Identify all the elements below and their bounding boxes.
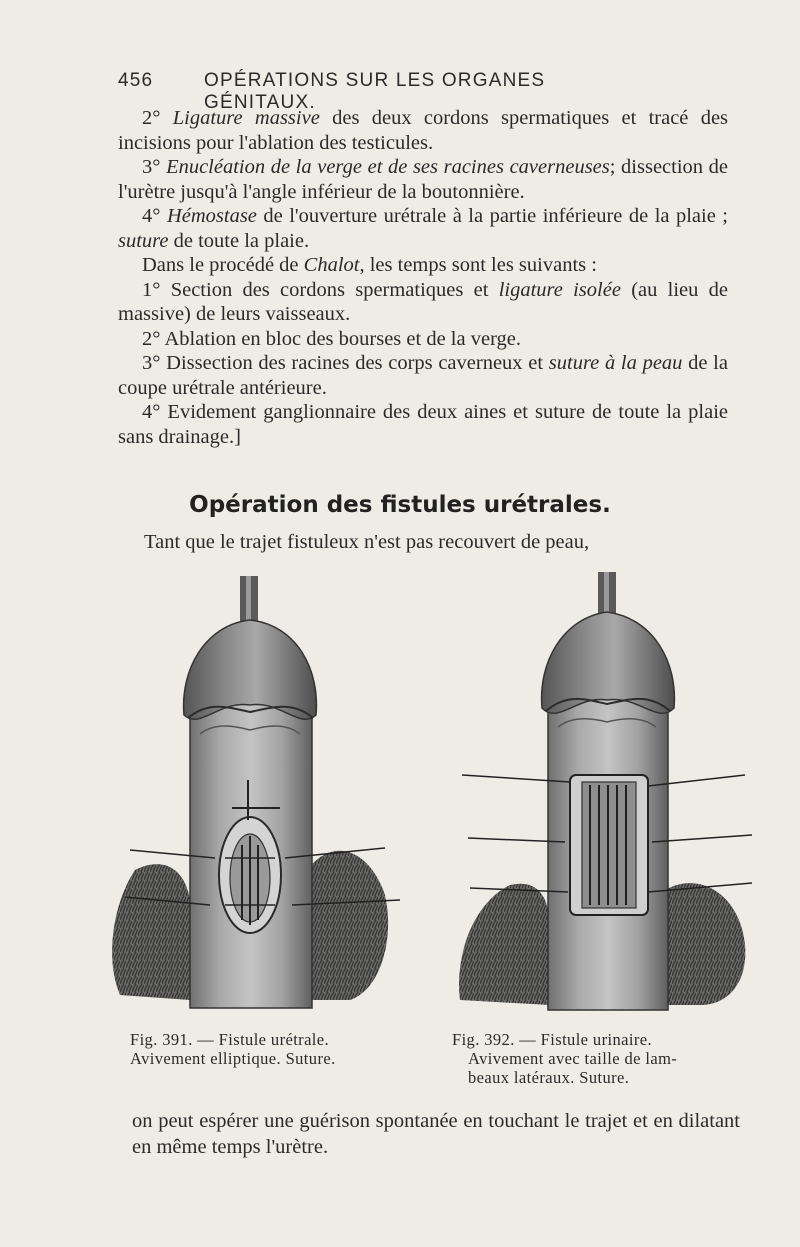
- caption-line: Avivement avec taille de lam-: [468, 1049, 678, 1068]
- caption-line: Avivement elliptique. Suture.: [130, 1049, 336, 1068]
- italic-segment: suture à la peau: [548, 352, 683, 374]
- text-segment: 1° Section des cordons spermatiques et: [142, 278, 499, 301]
- tail-text: on peut espérer une guérison spontanée en touchant le trajet et en dilatant en même temps l'urètre.: [132, 1110, 740, 1158]
- italic-segment: ligature isolée: [498, 278, 621, 301]
- caption-line: Fig. 392. — Fistule urinaire.: [452, 1030, 652, 1049]
- italic-segment: Ligature massive: [172, 107, 320, 129]
- text-segment: 3°: [142, 156, 167, 178]
- page-number: 456: [118, 70, 154, 91]
- italic-segment: Enucléation de la verge et de ses racines caverneuses: [166, 156, 610, 178]
- caption-line: beaux latéraux. Suture.: [468, 1068, 630, 1087]
- text-segment: 2° Ablation en bloc des bourses et de la verge.: [142, 327, 521, 350]
- text-segment: de toute la plaie.: [168, 229, 310, 252]
- text-segment: 4°: [142, 205, 167, 227]
- figure-392-caption: [452, 1030, 677, 1087]
- italic-segment: Chalot: [303, 254, 360, 276]
- figure-391-drawing: [112, 576, 400, 1008]
- italic-segment: suture: [118, 229, 169, 252]
- text-segment: de l'ouverture urétrale à la partie inférieure de la plaie ;: [256, 205, 729, 227]
- text-segment: 4° Evidement ganglionnaire des deux aines et suture de toute la plaie sans drainage.]: [118, 401, 728, 448]
- text-segment: ; dissection de l'urètre jusqu'à l'angle inférieur de la boutonnière.: [118, 156, 728, 203]
- text-segment: (au lieu de massive) de leurs vaisseaux.: [118, 278, 728, 325]
- figure-391-caption: [130, 1030, 336, 1068]
- caption-line: Fig. 391. — Fistule urétrale.: [130, 1030, 330, 1049]
- text-segment: Dans le procédé de: [142, 254, 304, 276]
- figure-392-drawing: [459, 572, 752, 1010]
- lead-text: Tant que le trajet fistuleux n'est pas recouvert de peau,: [144, 531, 590, 553]
- section-title: Opération des fistules urétrales.: [189, 492, 611, 518]
- running-title: OPÉRATIONS SUR LES ORGANES GÉNITAUX.: [204, 70, 546, 113]
- text-segment: de la coupe urétrale antérieure.: [118, 352, 728, 399]
- text-segment: 2°: [142, 107, 173, 129]
- text-segment: , les temps sont les suivants :: [359, 254, 597, 276]
- italic-segment: Hémostase: [166, 205, 257, 227]
- text-segment: 3° Dissection des racines des corps caverneux et: [142, 352, 549, 374]
- text-segment: des deux cordons spermatiques et tracé des incisions pour l'ablation des testicules.: [118, 107, 729, 154]
